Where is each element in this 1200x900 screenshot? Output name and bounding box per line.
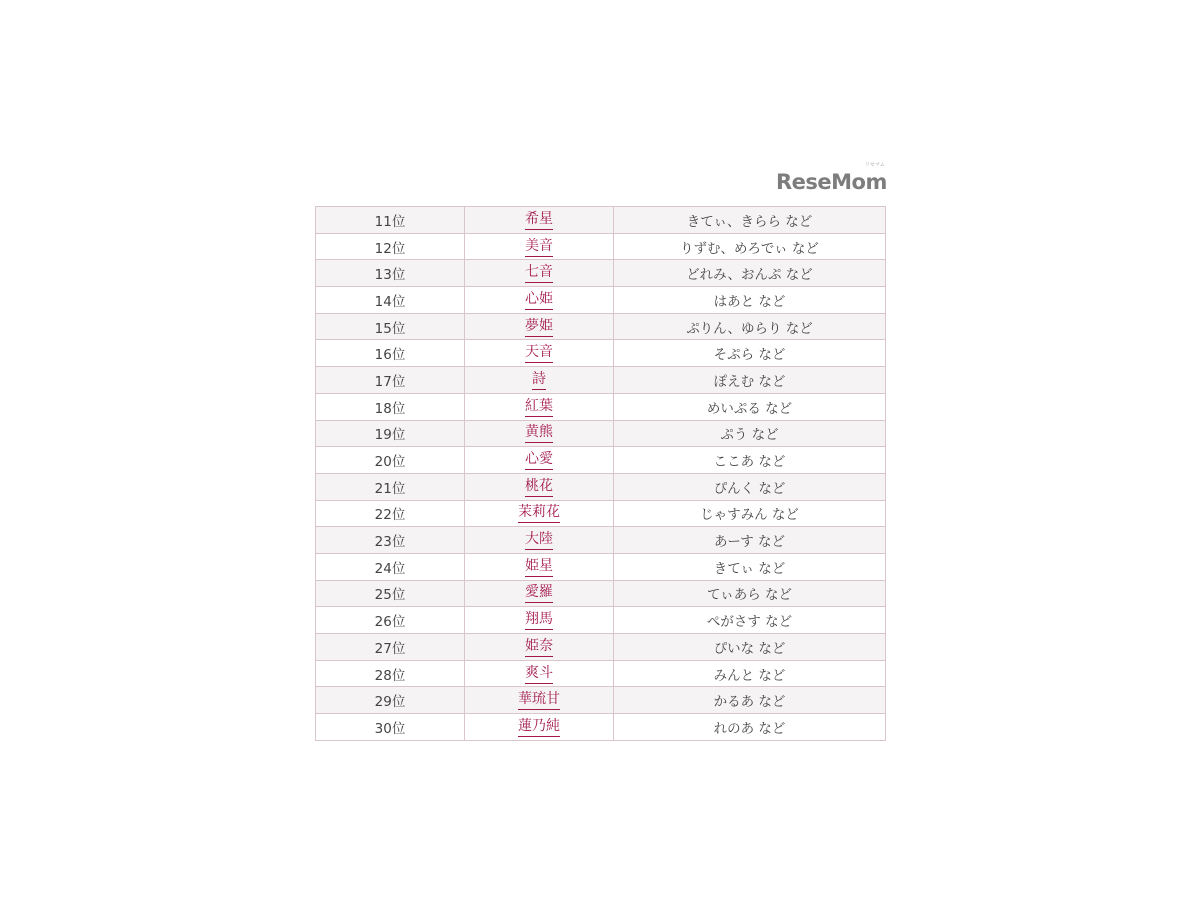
table-row <box>316 660 886 687</box>
name-cell <box>465 527 614 554</box>
logo-text: ReseMom <box>776 170 887 194</box>
name-cell <box>465 367 614 394</box>
name-link[interactable]: 希星 <box>525 210 553 230</box>
table-row <box>316 687 886 714</box>
name-cell <box>465 233 614 260</box>
table-row <box>316 447 886 474</box>
name-cell <box>465 313 614 340</box>
name-ranking-table <box>315 206 886 741</box>
table-row <box>316 313 886 340</box>
reading-cell <box>614 500 886 527</box>
rank-label: 18位 <box>374 400 406 417</box>
rank-label: 28位 <box>374 667 406 684</box>
rank-cell <box>316 607 465 634</box>
reading-cell <box>614 420 886 447</box>
reading-label: ぽえむ など <box>713 373 786 390</box>
name-link[interactable]: 翔馬 <box>525 610 553 630</box>
reading-label: みんと など <box>713 667 786 684</box>
name-cell <box>465 714 614 741</box>
reading-cell <box>614 447 886 474</box>
rank-cell <box>316 313 465 340</box>
name-link[interactable]: 大陸 <box>525 530 553 550</box>
reading-cell <box>614 340 886 367</box>
name-link[interactable]: 桃花 <box>525 477 553 497</box>
name-link[interactable]: 心姫 <box>525 290 553 310</box>
rank-cell <box>316 660 465 687</box>
name-link[interactable]: 華琉甘 <box>518 690 560 710</box>
name-link[interactable]: 蓮乃純 <box>518 717 560 737</box>
reading-cell <box>614 687 886 714</box>
reading-label: はあと など <box>713 293 786 310</box>
reading-label: そぷら など <box>713 347 786 364</box>
rank-cell <box>316 473 465 500</box>
name-cell <box>465 447 614 474</box>
reading-label: めいぷる など <box>706 400 793 417</box>
reading-cell <box>614 607 886 634</box>
table-row <box>316 260 886 287</box>
name-link[interactable]: 美音 <box>525 237 553 257</box>
name-cell <box>465 580 614 607</box>
rank-label: 30位 <box>374 720 406 737</box>
name-cell <box>465 687 614 714</box>
rank-label: 26位 <box>374 614 406 631</box>
name-link[interactable]: 七音 <box>525 263 553 283</box>
reading-cell <box>614 580 886 607</box>
rank-label: 16位 <box>374 347 406 364</box>
rank-cell <box>316 367 465 394</box>
table-row <box>316 527 886 554</box>
table-row <box>316 580 886 607</box>
name-cell <box>465 660 614 687</box>
table-row <box>316 553 886 580</box>
reading-label: りずむ、めろでぃ など <box>680 240 819 257</box>
rank-cell <box>316 420 465 447</box>
table-row <box>316 393 886 420</box>
rank-cell <box>316 207 465 234</box>
rank-label: 23位 <box>374 534 406 551</box>
name-cell <box>465 393 614 420</box>
name-link[interactable]: 爽斗 <box>525 664 553 684</box>
name-link[interactable]: 姫奈 <box>525 637 553 657</box>
reading-label: てぃあら など <box>706 587 793 604</box>
rank-cell <box>316 500 465 527</box>
rank-cell <box>316 580 465 607</box>
rank-label: 20位 <box>374 454 406 471</box>
table-row <box>316 367 886 394</box>
name-link[interactable]: 茉莉花 <box>518 503 560 523</box>
reading-cell <box>614 660 886 687</box>
reading-cell <box>614 260 886 287</box>
rank-cell <box>316 447 465 474</box>
name-cell <box>465 287 614 314</box>
table-row <box>316 714 886 741</box>
reading-cell <box>614 367 886 394</box>
rank-cell <box>316 527 465 554</box>
table-row <box>316 500 886 527</box>
rank-label: 24位 <box>374 560 406 577</box>
table-row <box>316 233 886 260</box>
ranking-table-body <box>316 207 886 741</box>
rank-label: 15位 <box>374 320 406 337</box>
rank-label: 27位 <box>374 640 406 657</box>
table-row <box>316 420 886 447</box>
reading-label: ぴいな など <box>713 640 786 657</box>
reading-label: ぷりん、ゆらり など <box>686 320 813 337</box>
resemom-logo <box>776 162 887 194</box>
name-link[interactable]: 詩 <box>532 370 546 390</box>
reading-label: どれみ、おんぷ など <box>686 267 813 284</box>
reading-cell <box>614 233 886 260</box>
rank-label: 11位 <box>374 213 406 230</box>
table-row <box>316 287 886 314</box>
reading-cell <box>614 527 886 554</box>
name-cell <box>465 500 614 527</box>
name-cell <box>465 553 614 580</box>
table-row <box>316 340 886 367</box>
rank-cell <box>316 393 465 420</box>
rank-label: 29位 <box>374 694 406 711</box>
rank-cell <box>316 340 465 367</box>
name-link[interactable]: 愛羅 <box>525 583 553 603</box>
reading-label: あーす など <box>713 534 786 551</box>
reading-cell <box>614 634 886 661</box>
rank-cell <box>316 687 465 714</box>
name-cell <box>465 207 614 234</box>
rank-label: 14位 <box>374 293 406 310</box>
reading-label: ぷう など <box>720 427 779 444</box>
name-link[interactable]: 黄熊 <box>525 423 553 443</box>
table-row <box>316 634 886 661</box>
logo-subtext: リセマム <box>864 162 885 168</box>
name-cell <box>465 634 614 661</box>
table-row <box>316 607 886 634</box>
rank-label: 22位 <box>374 507 406 524</box>
rank-label: 12位 <box>374 240 406 257</box>
reading-cell <box>614 313 886 340</box>
reading-label: ぺがさす など <box>706 614 793 631</box>
rank-label: 19位 <box>374 427 406 444</box>
rank-label: 17位 <box>374 373 406 390</box>
name-cell <box>465 473 614 500</box>
name-cell <box>465 420 614 447</box>
rank-cell <box>316 553 465 580</box>
reading-cell <box>614 207 886 234</box>
name-link[interactable]: 紅葉 <box>525 397 553 417</box>
reading-label: きてぃ など <box>713 560 786 577</box>
rank-cell <box>316 260 465 287</box>
reading-label: きてぃ、きらら など <box>686 213 813 230</box>
reading-label: かるあ など <box>713 694 786 711</box>
rank-cell <box>316 714 465 741</box>
rank-label: 21位 <box>374 480 406 497</box>
name-link[interactable]: 天音 <box>525 343 553 363</box>
rank-label: 13位 <box>374 267 406 284</box>
table-row <box>316 473 886 500</box>
reading-cell <box>614 393 886 420</box>
rank-cell <box>316 634 465 661</box>
rank-label: 25位 <box>374 587 406 604</box>
name-link[interactable]: 姫星 <box>525 557 553 577</box>
reading-label: ぴんく など <box>713 480 786 497</box>
rank-cell <box>316 233 465 260</box>
reading-label: れのあ など <box>713 720 786 737</box>
name-link[interactable]: 心愛 <box>525 450 553 470</box>
name-cell <box>465 607 614 634</box>
reading-label: じゃすみん など <box>700 507 799 524</box>
name-cell <box>465 340 614 367</box>
reading-cell <box>614 714 886 741</box>
name-link[interactable]: 夢姫 <box>525 317 553 337</box>
reading-label: ここあ など <box>713 454 786 471</box>
name-cell <box>465 260 614 287</box>
rank-cell <box>316 287 465 314</box>
table-row <box>316 207 886 234</box>
reading-cell <box>614 287 886 314</box>
reading-cell <box>614 473 886 500</box>
reading-cell <box>614 553 886 580</box>
